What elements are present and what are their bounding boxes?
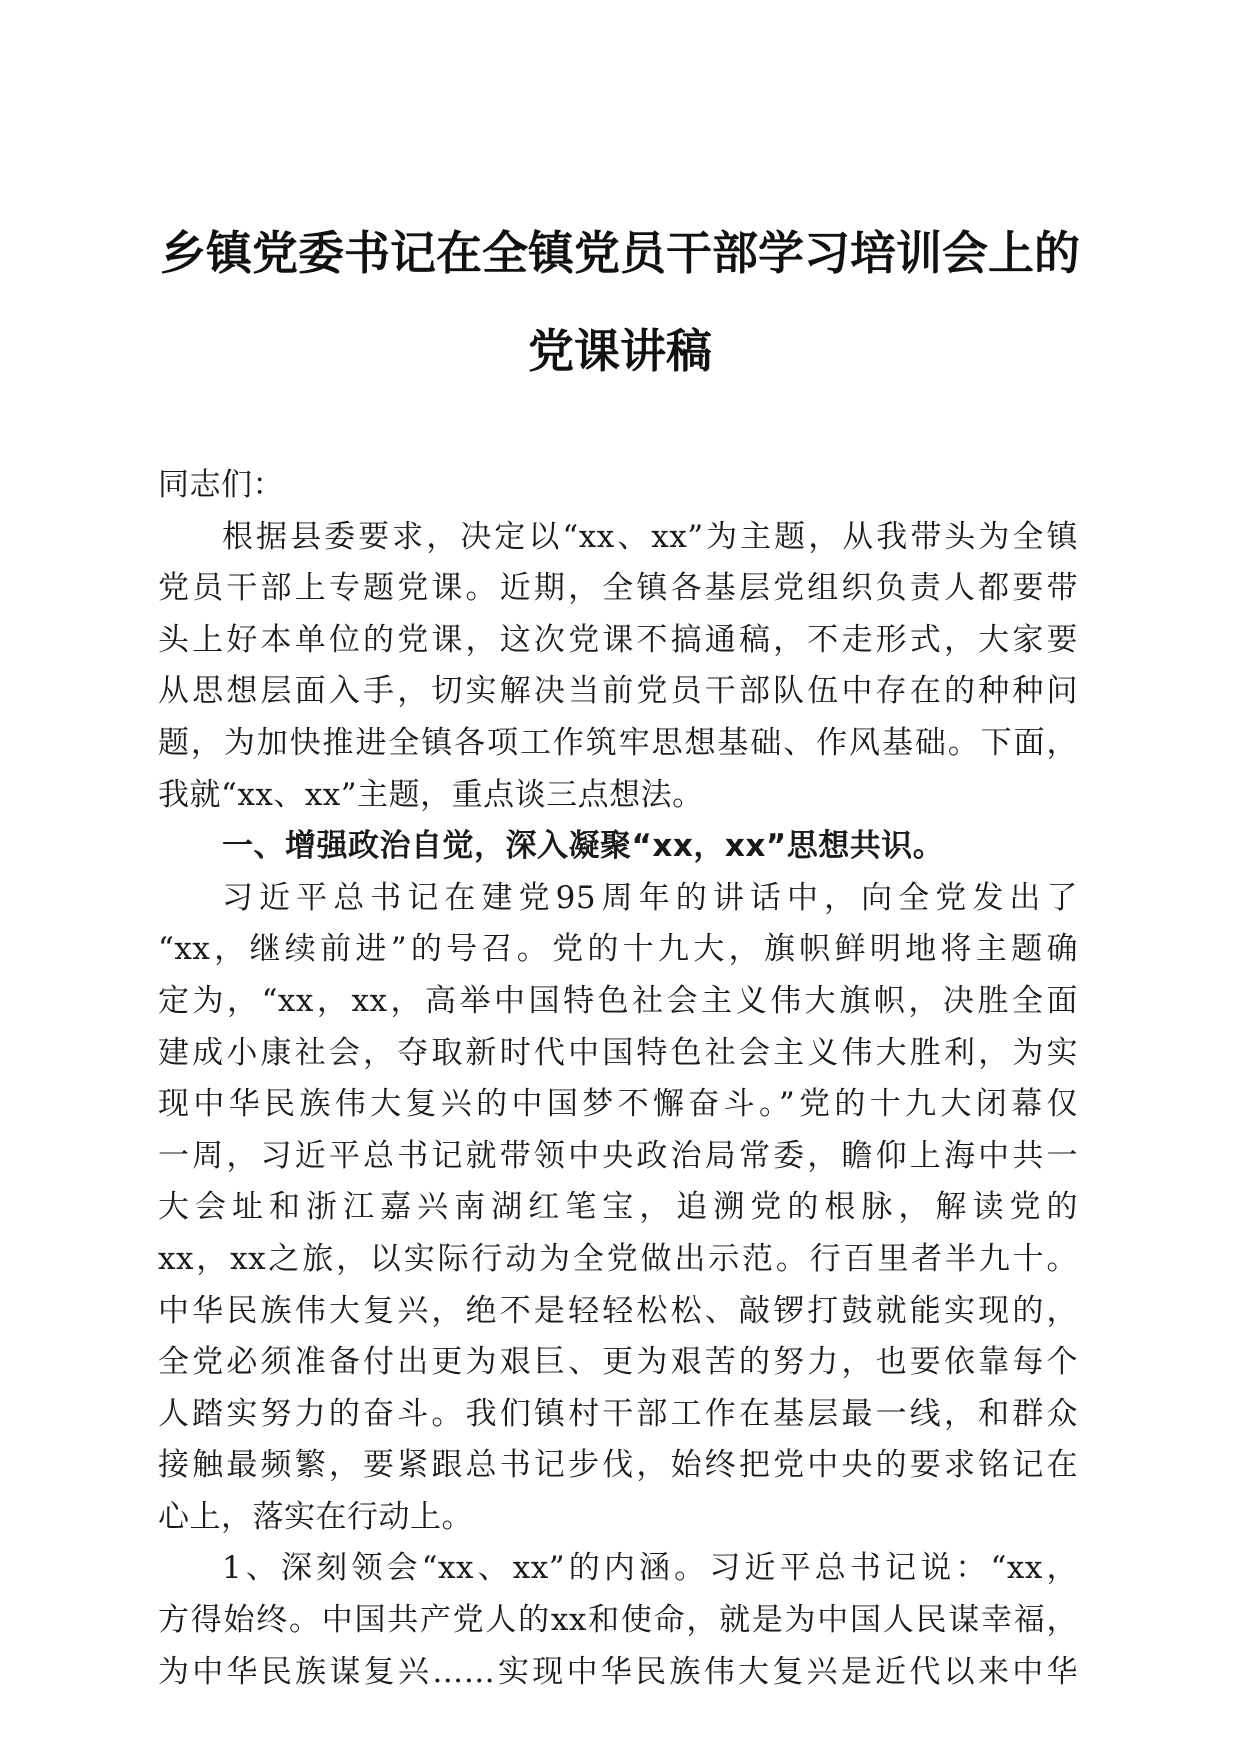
paragraph-line: 一周，习近平总书记就带领中央政治局常委，瞻仰上海中共一 xyxy=(158,1137,1078,1174)
paragraph-line: xx，xx之旅，以实际行动为全党做出示范。行百里者半九十。 xyxy=(158,1240,1078,1277)
paragraph-line: “xx，继续前进”的号召。党的十九大，旗帜鲜明地将主题确 xyxy=(158,931,1078,968)
paragraph-line: 接触最频繁，要紧跟总书记步伐，始终把党中央的要求铭记在 xyxy=(158,1447,1078,1484)
paragraph-line: 习近平总书记在建党95周年的讲话中，向全党发出了 xyxy=(222,879,1078,916)
paragraph-line: 我就“xx、xx”主题，重点谈三点想法。 xyxy=(158,776,704,813)
section-heading: 一、增强政治自觉，深入凝聚“xx，xx”思想共识。 xyxy=(222,828,945,865)
paragraph-line: 从思想层面入手，切实解决当前党员干部队伍中存在的种种问 xyxy=(158,673,1078,710)
paragraph-line: 定为，“xx，xx，高举中国特色社会主义伟大旗帜，决胜全面 xyxy=(158,982,1078,1019)
paragraph-line: 现中华民族伟大复兴的中国梦不懈奋斗。”党的十九大闭幕仅 xyxy=(158,1086,1078,1123)
salutation: 同志们： xyxy=(158,467,284,503)
paragraph-line: 人踏实努力的奋斗。我们镇村干部工作在基层最一线，和群众 xyxy=(158,1395,1078,1432)
paragraph-line: 根据县委要求，决定以“xx、xx”为主题，从我带头为全镇 xyxy=(222,518,1078,555)
paragraph-line: 全党必须准备付出更为艰巨、更为艰苦的努力，也要依靠每个 xyxy=(158,1344,1078,1381)
document-title-line-2: 党课讲稿 xyxy=(528,324,712,378)
paragraph-line: 党员干部上专题党课。近期，全镇各基层党组织负责人都要带 xyxy=(158,570,1078,607)
subsection-line: 1、深刻领会“xx、xx”的内涵。习近平总书记说：“xx， xyxy=(222,1550,1078,1587)
document-title-line-1: 乡镇党委书记在全镇党员干部学习培训会上的 xyxy=(160,226,1080,280)
paragraph-line: 方得始终。中国共产党人的xx和使命，就是为中国人民谋幸福， xyxy=(158,1602,1078,1639)
paragraph-line: 头上好本单位的党课，这次党课不搞通稿，不走形式，大家要 xyxy=(158,621,1078,658)
paragraph-line: 心上，落实在行动上。 xyxy=(158,1498,473,1535)
paragraph-line: 为中华民族谋复兴……实现中华民族伟大复兴是近代以来中华 xyxy=(158,1653,1078,1690)
paragraph-line: 中华民族伟大复兴，绝不是轻轻松松、敲锣打鼓就能实现的， xyxy=(158,1292,1078,1329)
paragraph-line: 大会址和浙江嘉兴南湖红笔宝，追溯党的根脉，解读党的 xyxy=(158,1189,1078,1226)
document-body xyxy=(158,460,1078,1698)
paragraph-line: 题，为加快推进全镇各项工作筑牢思想基础、作风基础。下面， xyxy=(158,724,1078,761)
paragraph-line: 建成小康社会，夺取新时代中国特色社会主义伟大胜利，为实 xyxy=(158,1034,1078,1071)
